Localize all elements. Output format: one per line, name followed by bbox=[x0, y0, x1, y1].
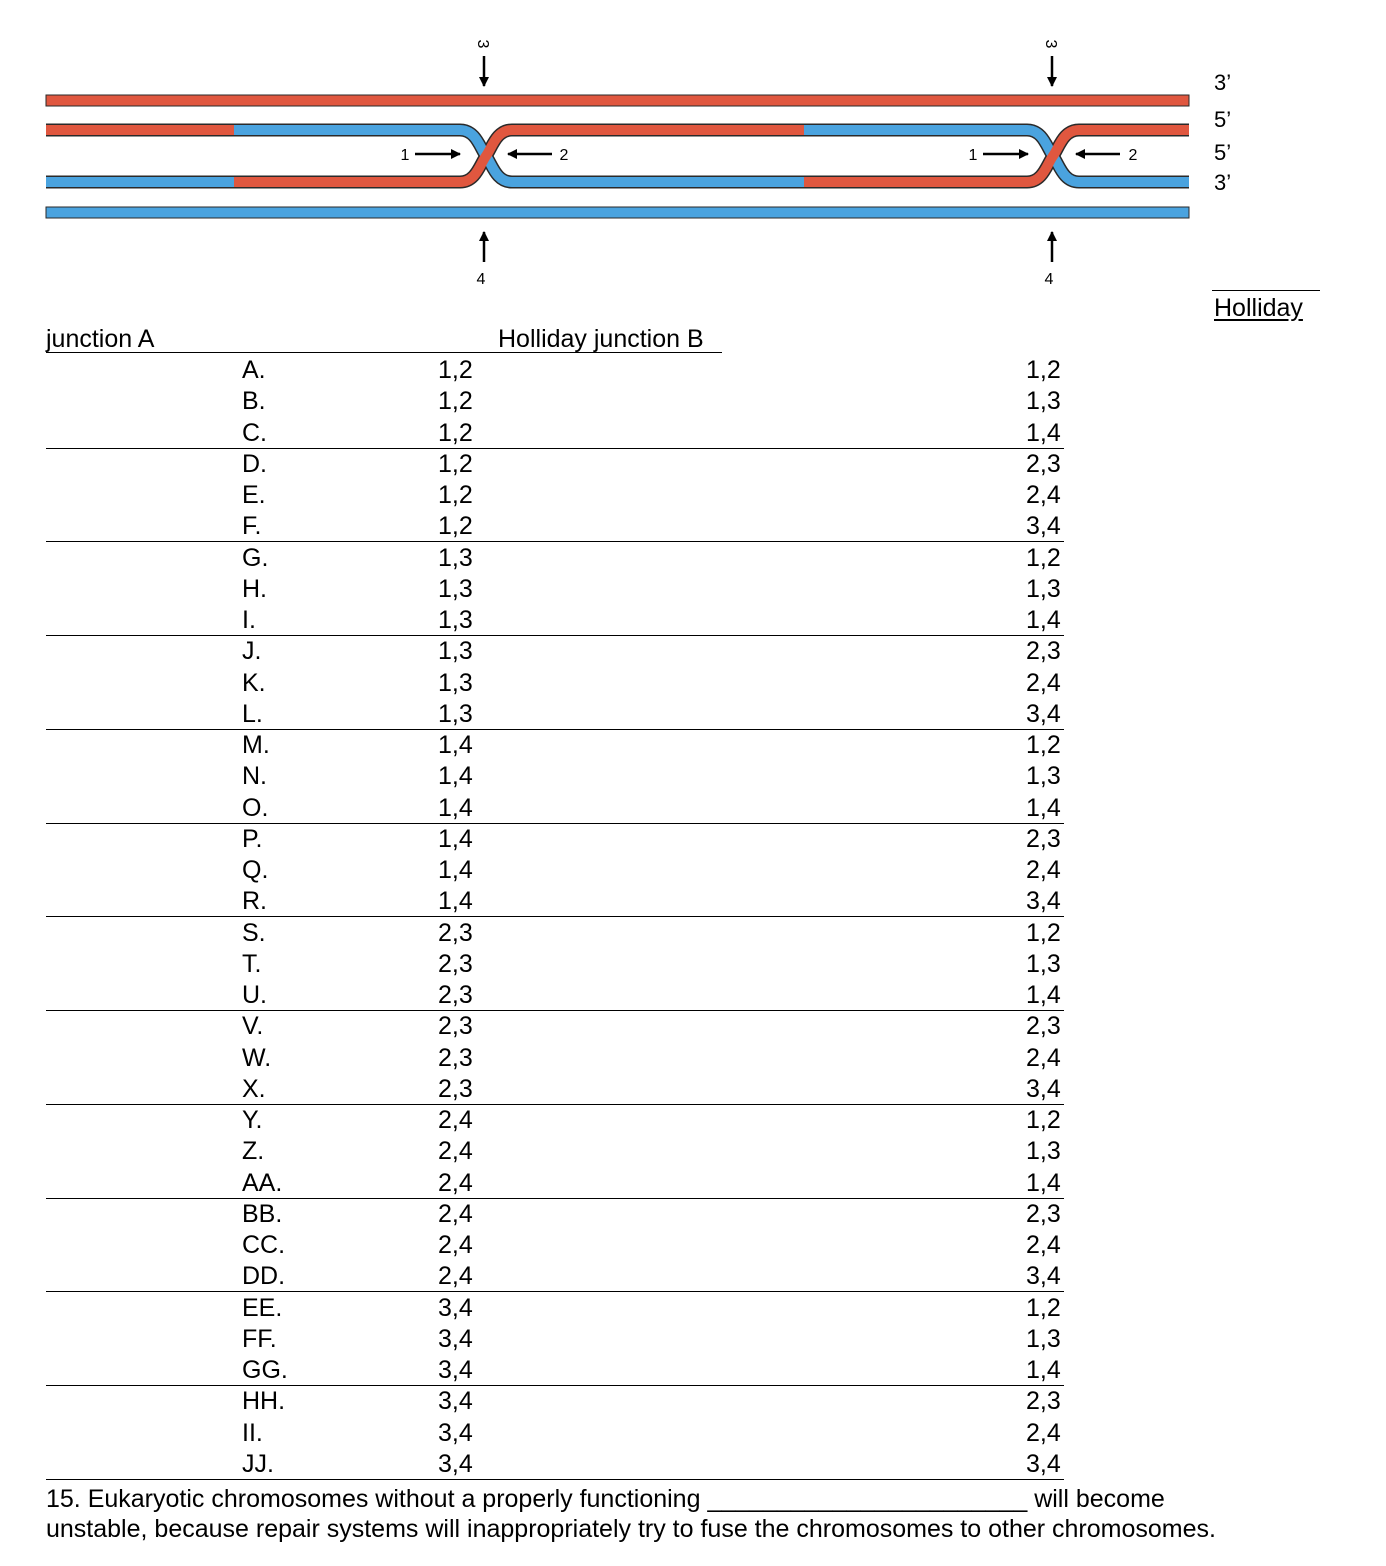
option-junction-b: 1,2 bbox=[1026, 543, 1061, 572]
option-junction-b: 1,2 bbox=[1026, 1106, 1061, 1134]
holliday-junction-diagram bbox=[0, 0, 1386, 300]
option-label: II. bbox=[242, 1418, 263, 1447]
option-row[interactable] bbox=[0, 1261, 1386, 1292]
option-row[interactable] bbox=[0, 1136, 1386, 1167]
option-label: EE. bbox=[242, 1293, 283, 1322]
option-junction-a: 1,3 bbox=[438, 699, 473, 728]
option-label: F. bbox=[242, 512, 262, 541]
option-label: AA. bbox=[242, 1168, 283, 1197]
option-label: E. bbox=[242, 481, 266, 509]
option-label: L. bbox=[242, 699, 263, 728]
option-row[interactable] bbox=[0, 918, 1386, 949]
junction-a-label-4: 4 bbox=[476, 271, 486, 288]
option-junction-a: 3,4 bbox=[438, 1324, 473, 1353]
option-junction-b: 3,4 bbox=[1026, 887, 1061, 916]
junction-a-label-3: 3 bbox=[474, 39, 491, 49]
option-junction-a: 2,4 bbox=[438, 1168, 473, 1197]
option-junction-b: 2,3 bbox=[1026, 824, 1061, 853]
strand-end-label-2: 5’ bbox=[1214, 107, 1232, 132]
option-row[interactable] bbox=[0, 886, 1386, 917]
junction-a-label-2: 2 bbox=[559, 147, 569, 164]
option-label: K. bbox=[242, 668, 266, 697]
inner-strand-upper bbox=[46, 130, 1189, 182]
junction-a-label-1: 1 bbox=[400, 147, 410, 164]
option-row[interactable] bbox=[0, 1105, 1386, 1136]
option-junction-a: 2,3 bbox=[438, 1043, 473, 1072]
option-junction-b: 1,2 bbox=[1026, 356, 1061, 384]
option-junction-a: 2,3 bbox=[438, 1012, 473, 1041]
option-junction-a: 2,4 bbox=[438, 1106, 473, 1134]
option-junction-b: 1,4 bbox=[1026, 793, 1061, 822]
option-junction-a: 1,4 bbox=[438, 887, 473, 916]
option-row[interactable] bbox=[0, 761, 1386, 792]
option-junction-a: 1,3 bbox=[438, 543, 473, 572]
option-row[interactable] bbox=[0, 1449, 1386, 1480]
option-label: CC. bbox=[242, 1231, 286, 1259]
option-junction-b: 2,4 bbox=[1026, 1043, 1061, 1072]
option-label: Q. bbox=[242, 856, 269, 884]
strand-end-label-4: 3’ bbox=[1214, 170, 1232, 195]
option-label: J. bbox=[242, 637, 262, 666]
option-junction-a: 1,2 bbox=[438, 356, 473, 384]
header-rule-right bbox=[1212, 290, 1320, 291]
option-junction-b: 1,3 bbox=[1026, 574, 1061, 603]
option-row[interactable] bbox=[0, 1355, 1386, 1386]
option-label: Y. bbox=[242, 1106, 263, 1134]
junction-b-label-2: 2 bbox=[1128, 147, 1138, 164]
bottom-strand bbox=[46, 207, 1189, 218]
option-junction-a: 2,3 bbox=[438, 918, 473, 947]
option-junction-b: 3,4 bbox=[1026, 1074, 1061, 1103]
option-junction-b: 3,4 bbox=[1026, 1262, 1061, 1291]
option-label: W. bbox=[242, 1043, 272, 1072]
option-junction-b: 1,4 bbox=[1026, 1356, 1061, 1384]
option-label: R. bbox=[242, 887, 267, 916]
option-junction-b: 3,4 bbox=[1026, 1449, 1061, 1478]
option-junction-a: 1,4 bbox=[438, 731, 473, 759]
option-row[interactable] bbox=[0, 949, 1386, 980]
option-junction-b: 1,4 bbox=[1026, 418, 1061, 447]
option-junction-b: 1,4 bbox=[1026, 981, 1061, 1009]
junction-b-label-1: 1 bbox=[968, 147, 978, 164]
option-junction-a: 1,2 bbox=[438, 449, 473, 478]
option-label: A. bbox=[242, 356, 266, 384]
option-row[interactable] bbox=[0, 1199, 1386, 1230]
option-row[interactable] bbox=[0, 511, 1386, 542]
option-row[interactable] bbox=[0, 355, 1386, 386]
junction-b-label-4: 4 bbox=[1044, 271, 1054, 288]
header-junction-a-suffix: junction A bbox=[46, 325, 155, 353]
option-label: JJ. bbox=[242, 1449, 274, 1478]
option-row[interactable] bbox=[0, 1324, 1386, 1355]
question-15-blank[interactable]: _______________________ bbox=[707, 1485, 1028, 1513]
option-junction-b: 1,3 bbox=[1026, 1137, 1061, 1166]
strand-end-label-3: 5’ bbox=[1214, 140, 1232, 165]
strand-end-label-1: 3’ bbox=[1214, 70, 1232, 95]
option-junction-a: 2,4 bbox=[438, 1137, 473, 1166]
option-junction-a: 2,4 bbox=[438, 1199, 473, 1228]
question-15-text-start: 15. Eukaryotic chromosomes without a properly functioning bbox=[46, 1485, 708, 1513]
option-junction-b: 2,3 bbox=[1026, 1387, 1061, 1416]
option-junction-a: 3,4 bbox=[438, 1449, 473, 1478]
option-row[interactable] bbox=[0, 1043, 1386, 1074]
option-row[interactable] bbox=[0, 730, 1386, 761]
question-15-line-2: unstable, because repair systems will inappropriately try to fuse the chromosomes to other chromosomes. bbox=[46, 1515, 1216, 1543]
option-junction-b: 2,3 bbox=[1026, 1012, 1061, 1041]
top-strand bbox=[46, 95, 1189, 106]
option-row[interactable] bbox=[0, 980, 1386, 1011]
option-label: V. bbox=[242, 1012, 264, 1041]
option-label: FF. bbox=[242, 1324, 277, 1353]
option-junction-a: 1,4 bbox=[438, 824, 473, 853]
option-label: Z. bbox=[242, 1137, 265, 1166]
option-junction-a: 1,3 bbox=[438, 574, 473, 603]
option-row[interactable] bbox=[0, 699, 1386, 730]
option-label: T. bbox=[242, 949, 262, 978]
option-junction-a: 1,2 bbox=[438, 387, 473, 416]
strand-segment-red-2 bbox=[234, 130, 804, 182]
option-junction-b: 3,4 bbox=[1026, 699, 1061, 728]
option-junction-a: 1,2 bbox=[438, 418, 473, 447]
option-label: BB. bbox=[242, 1199, 283, 1228]
option-junction-a: 2,3 bbox=[438, 981, 473, 1009]
option-junction-a: 2,3 bbox=[438, 949, 473, 978]
option-label: C. bbox=[242, 418, 267, 447]
option-row[interactable] bbox=[0, 1168, 1386, 1199]
option-junction-b: 1,3 bbox=[1026, 949, 1061, 978]
option-row[interactable] bbox=[0, 480, 1386, 511]
option-label: HH. bbox=[242, 1387, 286, 1416]
option-row[interactable] bbox=[0, 605, 1386, 636]
option-junction-a: 2,3 bbox=[438, 1074, 473, 1103]
option-row[interactable] bbox=[0, 1418, 1386, 1449]
junction-b-label-3: 3 bbox=[1042, 39, 1059, 49]
question-15-line-1 bbox=[46, 1485, 1165, 1514]
option-label: B. bbox=[242, 387, 266, 416]
option-row[interactable] bbox=[0, 543, 1386, 574]
option-junction-a: 1,2 bbox=[438, 512, 473, 541]
option-junction-a: 1,2 bbox=[438, 481, 473, 509]
option-junction-b: 1,4 bbox=[1026, 606, 1061, 634]
option-junction-a: 1,4 bbox=[438, 793, 473, 822]
option-junction-b: 2,3 bbox=[1026, 449, 1061, 478]
option-junction-b: 1,4 bbox=[1026, 1168, 1061, 1197]
option-label: GG. bbox=[242, 1356, 288, 1384]
option-junction-b: 2,3 bbox=[1026, 637, 1061, 666]
option-label: D. bbox=[242, 449, 267, 478]
strand-segment-blue-2 bbox=[234, 130, 804, 182]
option-row[interactable] bbox=[0, 1230, 1386, 1261]
option-junction-b: 2,4 bbox=[1026, 1418, 1061, 1447]
option-junction-b: 1,2 bbox=[1026, 1293, 1061, 1322]
option-row[interactable] bbox=[0, 418, 1386, 449]
option-label: H. bbox=[242, 574, 267, 603]
option-row[interactable] bbox=[0, 668, 1386, 699]
option-junction-a: 1,3 bbox=[438, 637, 473, 666]
option-label: DD. bbox=[242, 1262, 286, 1291]
option-label: M. bbox=[242, 731, 270, 759]
option-row[interactable] bbox=[0, 1074, 1386, 1105]
option-junction-a: 2,4 bbox=[438, 1231, 473, 1259]
option-row[interactable] bbox=[0, 449, 1386, 480]
option-label: O. bbox=[242, 793, 269, 822]
option-junction-b: 2,4 bbox=[1026, 856, 1061, 884]
option-junction-b: 2,4 bbox=[1026, 481, 1061, 509]
header-junction-a-prefix: Holliday bbox=[1214, 294, 1303, 322]
question-15-text-end: will become bbox=[1027, 1485, 1165, 1513]
option-junction-a: 3,4 bbox=[438, 1356, 473, 1384]
option-junction-a: 3,4 bbox=[438, 1387, 473, 1416]
option-junction-b: 2,3 bbox=[1026, 1199, 1061, 1228]
option-junction-b: 1,3 bbox=[1026, 1324, 1061, 1353]
option-label: G. bbox=[242, 543, 269, 572]
option-junction-b: 1,2 bbox=[1026, 731, 1061, 759]
option-row[interactable] bbox=[0, 824, 1386, 855]
option-row[interactable] bbox=[0, 1011, 1386, 1042]
option-junction-a: 1,3 bbox=[438, 606, 473, 634]
option-junction-b: 2,4 bbox=[1026, 668, 1061, 697]
option-junction-a: 1,4 bbox=[438, 856, 473, 884]
option-label: N. bbox=[242, 762, 267, 791]
header-junction-b: Holliday junction B bbox=[498, 325, 704, 353]
option-row[interactable] bbox=[0, 1386, 1386, 1417]
option-junction-b: 1,2 bbox=[1026, 918, 1061, 947]
option-junction-a: 1,4 bbox=[438, 762, 473, 791]
option-row[interactable] bbox=[0, 855, 1386, 886]
option-row[interactable] bbox=[0, 1293, 1386, 1324]
option-junction-b: 2,4 bbox=[1026, 1231, 1061, 1259]
option-junction-a: 3,4 bbox=[438, 1418, 473, 1447]
option-row[interactable] bbox=[0, 793, 1386, 824]
option-label: U. bbox=[242, 981, 267, 1009]
option-junction-a: 3,4 bbox=[438, 1293, 473, 1322]
option-junction-b: 1,3 bbox=[1026, 762, 1061, 791]
option-junction-b: 1,3 bbox=[1026, 387, 1061, 416]
option-label: P. bbox=[242, 824, 263, 853]
option-label: X. bbox=[242, 1074, 266, 1103]
option-junction-a: 1,3 bbox=[438, 668, 473, 697]
option-row[interactable] bbox=[0, 386, 1386, 417]
option-junction-b: 3,4 bbox=[1026, 512, 1061, 541]
option-label: I. bbox=[242, 606, 256, 634]
option-row[interactable] bbox=[0, 574, 1386, 605]
option-row[interactable] bbox=[0, 636, 1386, 667]
option-label: S. bbox=[242, 918, 266, 947]
option-junction-a: 2,4 bbox=[438, 1262, 473, 1291]
group-divider bbox=[46, 1479, 1064, 1480]
